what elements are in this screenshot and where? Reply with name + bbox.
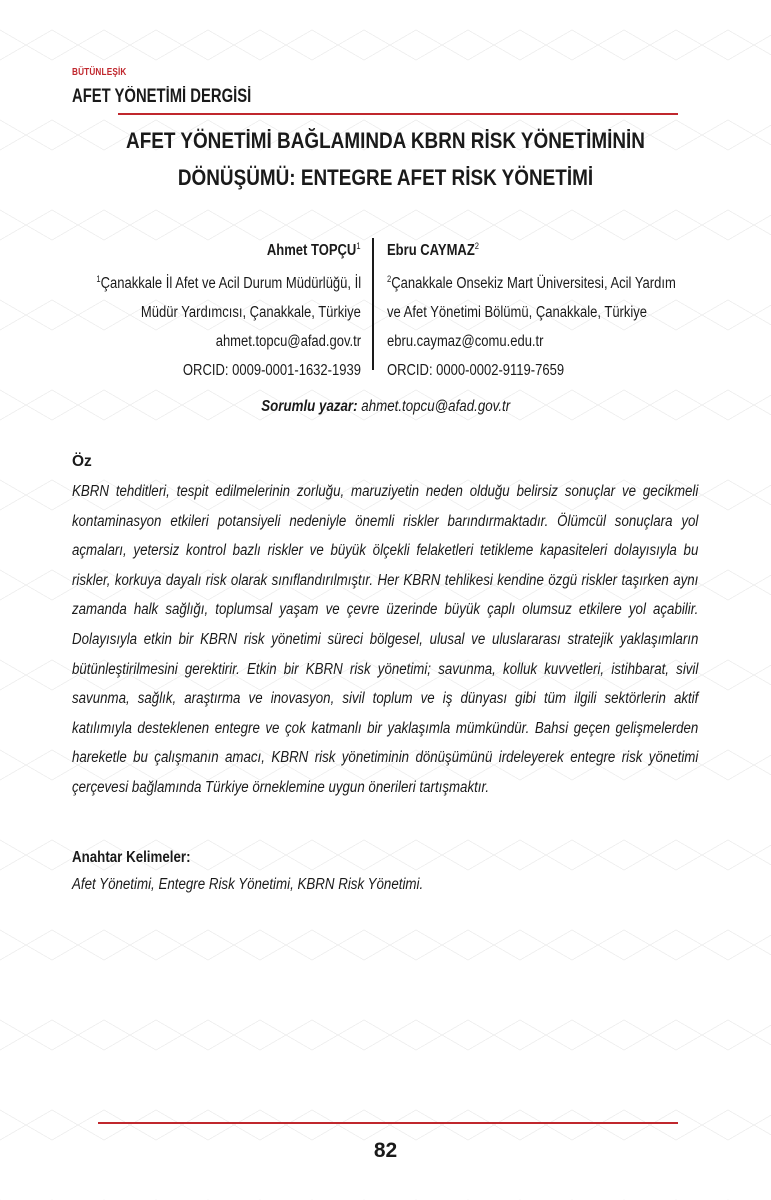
abstract-heading: Öz bbox=[72, 453, 92, 470]
author-email[interactable]: ahmet.topcu@afad.gov.tr bbox=[215, 333, 361, 351]
affiliation-line-2: Müdür Yardımcısı, Çanakkale, Türkiye bbox=[141, 304, 361, 322]
author-email[interactable]: ebru.caymaz@comu.edu.tr bbox=[387, 333, 544, 351]
author-sup: 2 bbox=[474, 241, 479, 251]
author-block-1 bbox=[46, 232, 361, 385]
author-name: Ebru CAYMAZ bbox=[387, 242, 475, 260]
author-orcid: ORCID: 0000-0002-9119-7659 bbox=[387, 362, 565, 380]
author-name: Ahmet TOPÇU bbox=[267, 242, 357, 260]
footer-rule bbox=[98, 1122, 678, 1124]
corresponding-label: Sorumlu yazar: bbox=[261, 398, 358, 415]
journal-kicker: BÜTÜNLEŞİK bbox=[72, 67, 127, 78]
author-block-2 bbox=[387, 232, 731, 385]
affiliation-sup: 1 bbox=[96, 274, 101, 285]
author-divider bbox=[372, 238, 374, 370]
author-orcid: ORCID: 0009-0001-1632-1939 bbox=[182, 362, 361, 380]
page-number: 82 bbox=[373, 1139, 398, 1162]
affiliation-line-1: Çanakkale İl Afet ve Acil Durum Müdürlüğü, İl bbox=[100, 275, 362, 293]
corresponding-email[interactable]: ahmet.topcu@afad.gov.tr bbox=[361, 398, 510, 415]
header-rule bbox=[118, 113, 678, 115]
keywords-list: Afet Yönetimi, Entegre Risk Yönetimi, KBRN Risk Yönetimi. bbox=[72, 876, 424, 893]
affiliation-line-2: ve Afet Yönetimi Bölümü, Çanakkale, Türkiye bbox=[387, 304, 648, 322]
author-sup: 1 bbox=[356, 241, 361, 251]
paper-title-line-1: AFET YÖNETİMİ BAĞLAMINDA KBRN RİSK YÖNETİMİNİN bbox=[126, 128, 645, 153]
keywords-heading: Anahtar Kelimeler: bbox=[72, 849, 191, 866]
paper-title bbox=[106, 122, 666, 196]
corresponding-author bbox=[0, 398, 771, 416]
affiliation-sup: 2 bbox=[387, 274, 392, 285]
paper-title-line-2: DÖNÜŞÜMÜ: ENTEGRE AFET RİSK YÖNETİMİ bbox=[177, 165, 594, 190]
affiliation-line-1: Çanakkale Onsekiz Mart Üniversitesi, Acil Yardım bbox=[391, 275, 676, 293]
abstract-text: KBRN tehditleri, tespit edilmelerinin zorluğu, maruziyetin neden olduğu belirsiz sonuçlar ve gecikmeli kontaminasyon etkileri potansiyeli nedeniyle önemli riskler barındırmaktadır. Ölümcül sonuçlara yol açmaları, yetersiz kontrol bazlı riskler ve büyük ölçekli felaketleri tetikleme kapasiteleri dolayısıyla bu riskler, korkuya dayalı risk olarak sınıflandırılmıştır. Her KBRN tehlikesi kendine özgü riskler taşırken aynı zamanda halk sağlığı, toplumsal yaşam ve çevre üzerinde büyük çaplı olumsuz etkilere yol açabilir. Dolayısıyla etkin bir KBRN risk yönetimi süreci bölgesel, ulusal ve uluslararası stratejik yaklaşımların bütünleştirilmesini gerektirir. Etkin bir KBRN risk yönetimi; savunma, kolluk kuvvetleri, istihbarat, sivil savunma, sağlık, araştırma ve inovasyon, sivil toplum ve iş dünyası gibi tüm ilgili sektörlerin aktif katılımıyla desteklenen entegre ve çok katmanlı bir yaklaşımla mümkündür. Bahsi geçen gelişmelerden hareketle bu çalışmanın amacı, KBRN risk yönetiminin dönüşümünü irdeleyerek entegre risk yönetimi çerçevesi bağlamında Türkiye örneklemine uygun önerileri tartışmaktır. bbox=[72, 483, 699, 796]
journal-title: AFET YÖNETİMİ DERGİSİ bbox=[72, 86, 252, 107]
